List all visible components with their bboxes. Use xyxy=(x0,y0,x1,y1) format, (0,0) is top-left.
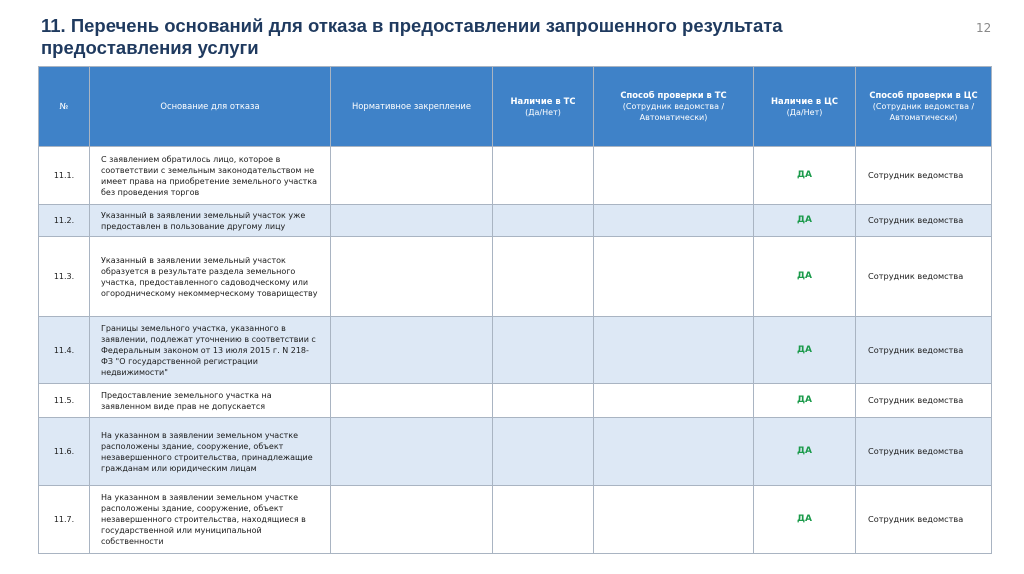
header-normative: Нормативное закрепление xyxy=(331,67,493,147)
header-ts-presence-sub: (Да/Нет) xyxy=(525,107,561,117)
table-row xyxy=(39,418,992,486)
cell-ts-method xyxy=(594,147,754,205)
cell-reason: Указанный в заявлении земельный участок уже предоставлен в пользование другому лицу xyxy=(90,205,331,237)
table-row xyxy=(39,486,992,554)
table-header-row xyxy=(39,67,992,147)
cell-normative xyxy=(331,418,493,486)
cell-ts-method xyxy=(594,486,754,554)
cell-ts-presence xyxy=(493,147,594,205)
cell-ts-method xyxy=(594,205,754,237)
table-row xyxy=(39,205,992,237)
cell-normative xyxy=(331,237,493,317)
header-ts-presence xyxy=(493,67,594,147)
cell-cs-method: Сотрудник ведомства xyxy=(856,384,992,418)
cell-ts-presence xyxy=(493,237,594,317)
header-cs-method-title: Способ проверки в ЦС xyxy=(869,90,978,100)
cell-num: 11.2. xyxy=(39,205,90,237)
cell-reason: С заявлением обратилось лицо, которое в соответствии с земельным законодательством не имеет права на приобретение земельного участка без проведения торгов xyxy=(90,147,331,205)
header-cs-method-sub: (Сотрудник ведомства / Автоматически) xyxy=(872,102,975,122)
cell-num: 11.3. xyxy=(39,237,90,317)
table-row xyxy=(39,317,992,384)
cell-cs-method: Сотрудник ведомства xyxy=(856,237,992,317)
cell-cs-presence: ДА xyxy=(754,237,856,317)
cell-normative xyxy=(331,317,493,384)
header-cs-presence-sub: (Да/Нет) xyxy=(786,107,823,117)
header-cs-method xyxy=(856,67,992,147)
cell-cs-method: Сотрудник ведомства xyxy=(856,418,992,486)
cell-normative xyxy=(331,384,493,418)
cell-cs-presence: ДА xyxy=(754,205,856,237)
cell-num: 11.6. xyxy=(39,418,90,486)
header-ts-presence-title: Наличие в ТС xyxy=(510,95,576,106)
cell-cs-presence: ДА xyxy=(754,486,856,554)
cell-reason: Предоставление земельного участка на заявленном виде прав не допускается xyxy=(90,384,331,418)
header-ts-method-sub: (Сотрудник ведомства / Автоматически) xyxy=(622,102,725,122)
header-cs-presence-title: Наличие в ЦС xyxy=(770,95,838,106)
refusal-grounds-table xyxy=(38,66,992,554)
cell-cs-presence: ДА xyxy=(754,317,856,384)
cell-normative xyxy=(331,147,493,205)
header-num: № xyxy=(39,67,90,147)
cell-ts-presence xyxy=(493,384,594,418)
header-cs-presence xyxy=(754,67,856,147)
cell-num: 11.1. xyxy=(39,147,90,205)
cell-cs-presence: ДА xyxy=(754,147,856,205)
cell-cs-method: Сотрудник ведомства xyxy=(856,205,992,237)
cell-num: 11.7. xyxy=(39,486,90,554)
cell-ts-method xyxy=(594,418,754,486)
cell-reason: Указанный в заявлении земельный участок образуется в результате раздела земельного участка, предоставленного садоводческому или огородническому некоммерческому товариществу xyxy=(90,237,331,317)
page-number: 12 xyxy=(976,21,992,35)
cell-normative xyxy=(331,205,493,237)
cell-cs-presence: ДА xyxy=(754,384,856,418)
cell-normative xyxy=(331,486,493,554)
header-ts-method-title: Способ проверки в ТС xyxy=(620,90,727,100)
cell-ts-presence xyxy=(493,486,594,554)
cell-ts-presence xyxy=(493,418,594,486)
cell-ts-presence xyxy=(493,205,594,237)
header-ts-method xyxy=(594,67,754,147)
cell-cs-method: Сотрудник ведомства xyxy=(856,486,992,554)
table-row xyxy=(39,237,992,317)
header-reason: Основание для отказа xyxy=(90,67,331,147)
cell-cs-method: Сотрудник ведомства xyxy=(856,147,992,205)
cell-cs-method: Сотрудник ведомства xyxy=(856,317,992,384)
cell-ts-presence xyxy=(493,317,594,384)
page-title: 11. Перечень оснований для отказа в предоставлении запрошенного результата предоставления услуги xyxy=(41,15,783,58)
refusal-grounds-table-container xyxy=(38,66,991,554)
table-row xyxy=(39,147,992,205)
cell-ts-method xyxy=(594,384,754,418)
cell-reason: На указанном в заявлении земельном участке расположены здание, сооружение, объект незавершенного строительства, принадлежащие гражданам или юридическим лицам xyxy=(90,418,331,486)
cell-num: 11.4. xyxy=(39,317,90,384)
table-row xyxy=(39,384,992,418)
cell-ts-method xyxy=(594,237,754,317)
cell-cs-presence: ДА xyxy=(754,418,856,486)
cell-reason: На указанном в заявлении земельном участке расположены здание, сооружение, объект незавершенного строительства, находящиеся в государственной или муниципальной собственности xyxy=(90,486,331,554)
cell-ts-method xyxy=(594,317,754,384)
cell-reason: Границы земельного участка, указанного в заявлении, подлежат уточнению в соответствии с Федеральным законом от 13 июля 2015 г. N 218-ФЗ "О государственной регистрации недвижимости" xyxy=(90,317,331,384)
cell-num: 11.5. xyxy=(39,384,90,418)
